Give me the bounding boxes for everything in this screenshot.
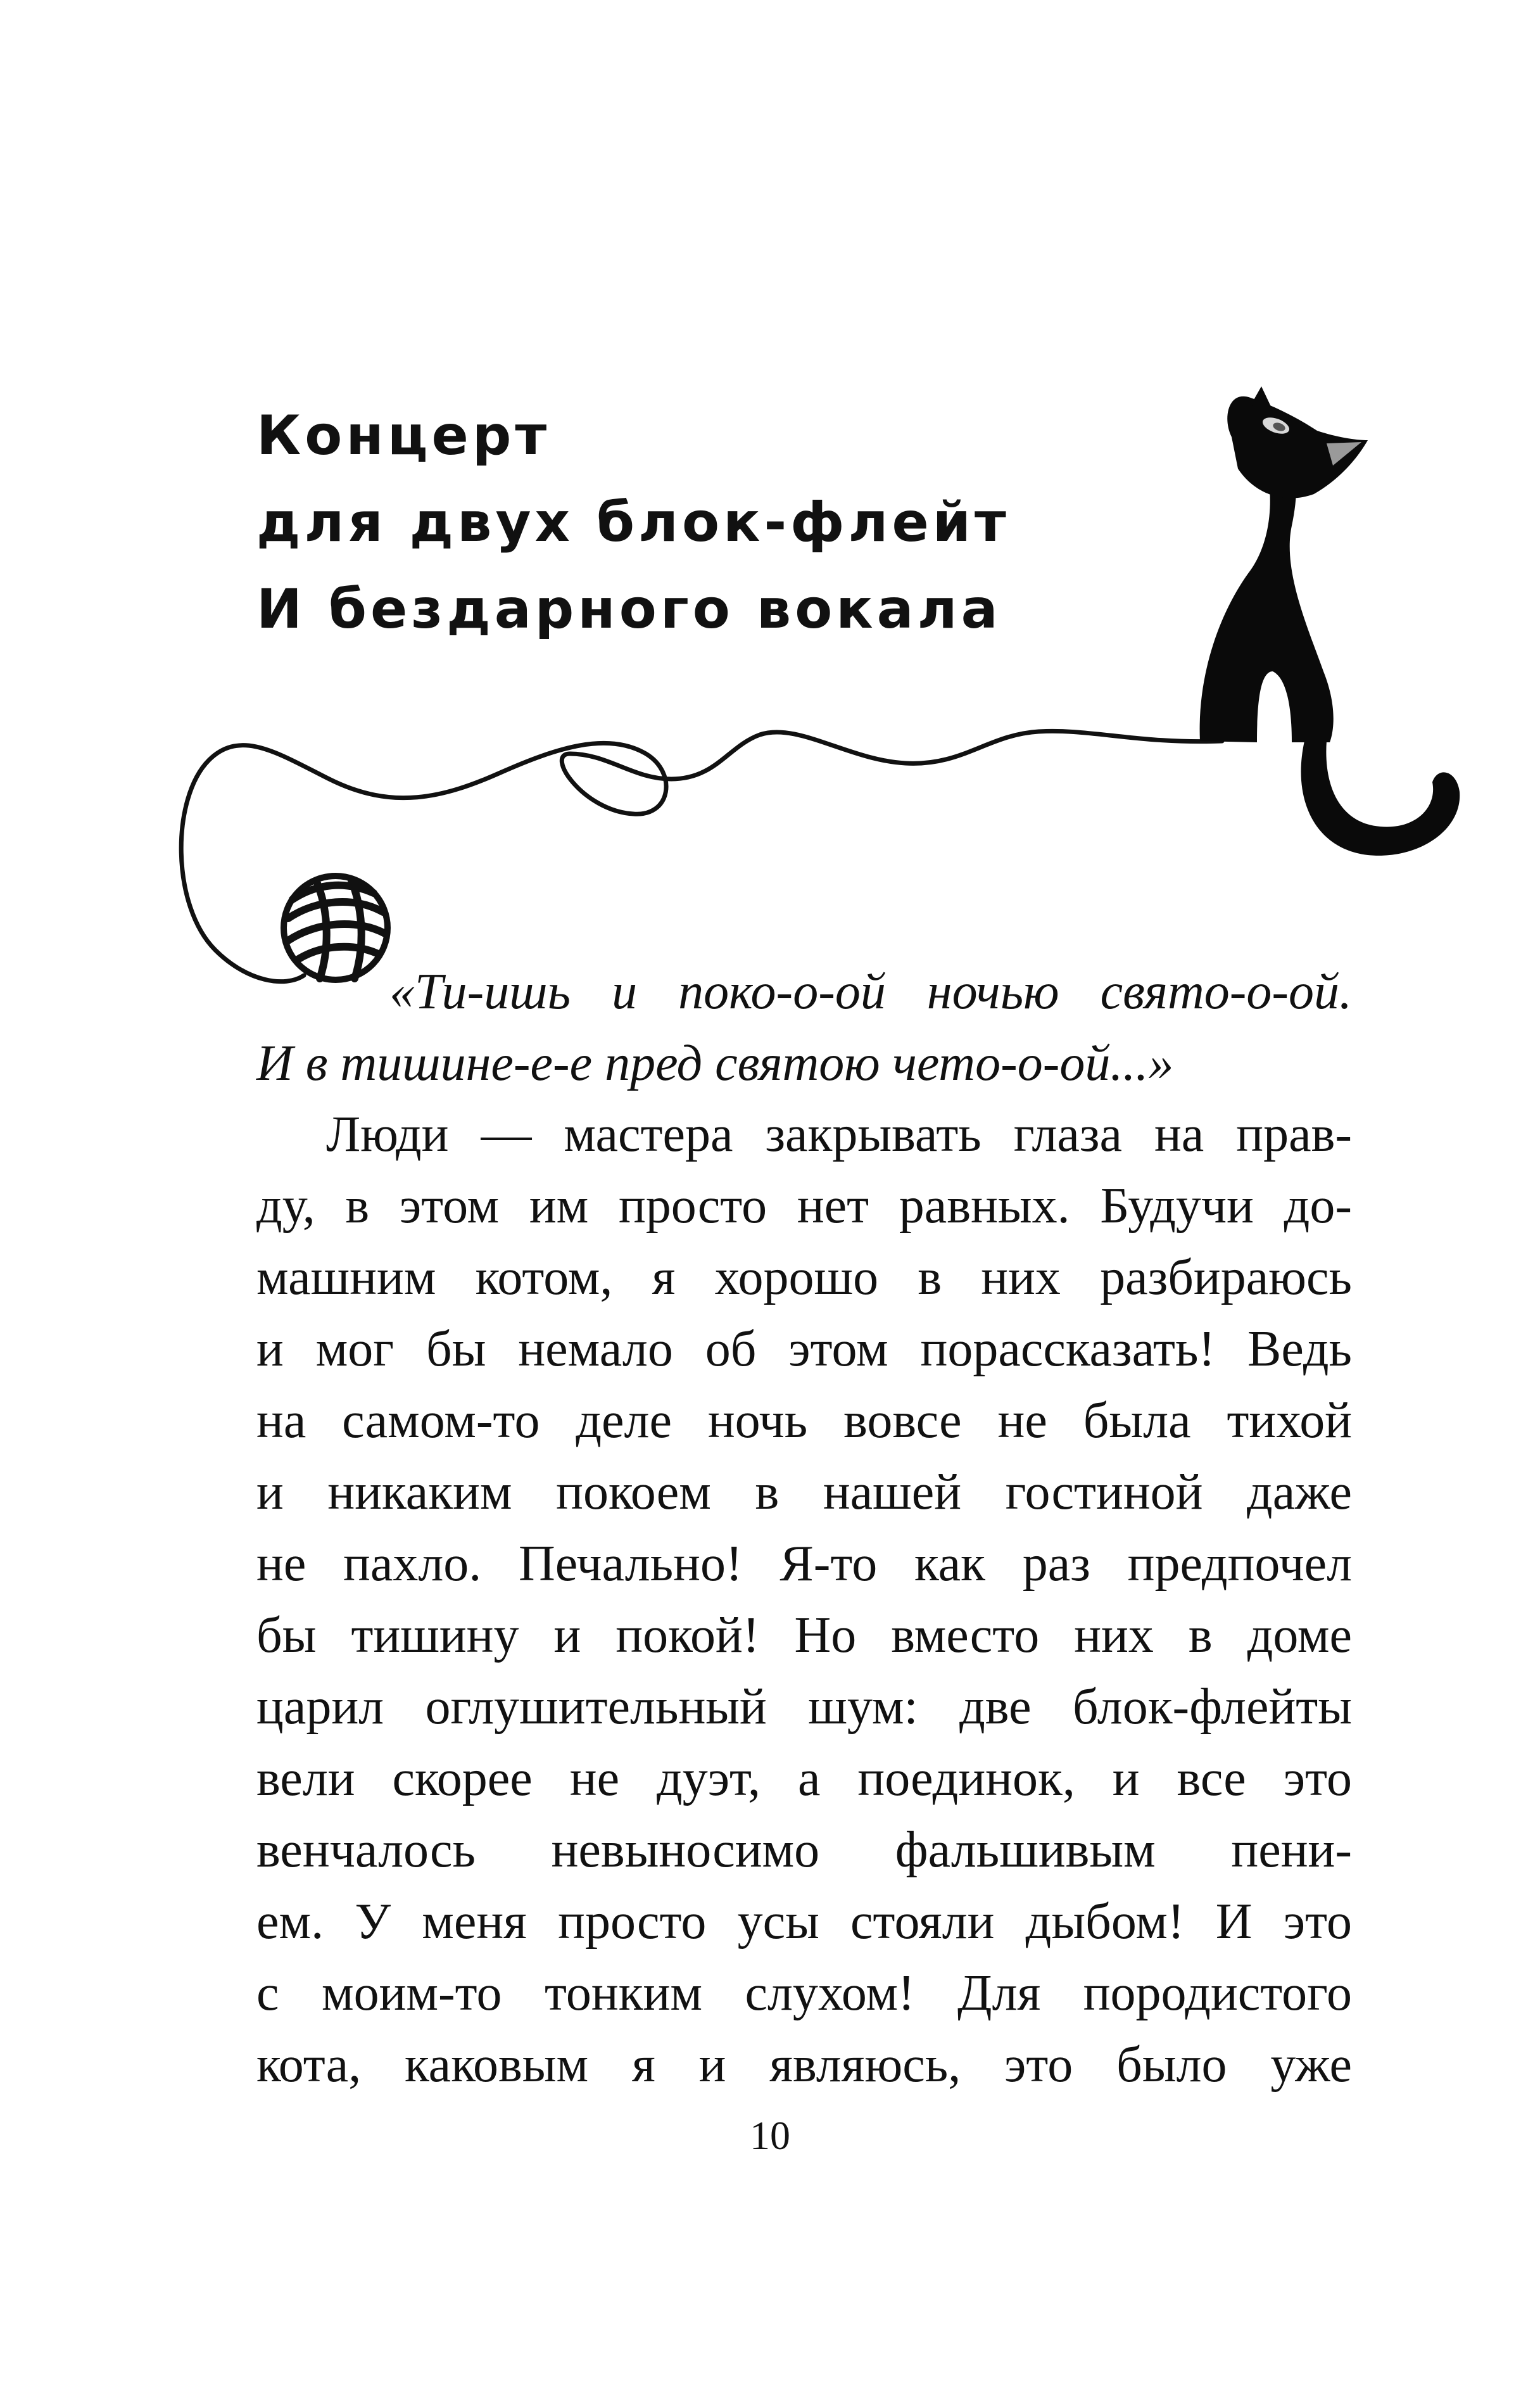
body-line: кота, каковым я и являюсь, это было уже [256,2037,1352,2093]
chapter-title-line: для двух блок-флейт [256,491,1010,554]
body-line: вели скорее не дуэт, а поединок, и все это [256,1751,1352,1806]
epigraph [256,956,1352,1100]
body-line: не пахло. Печально! Я-то как раз предпочел [256,1536,1352,1592]
chapter-title [256,393,1080,653]
body-line: и мог бы немало об этом порассказать! Ведь [256,1321,1352,1377]
body-line: венчалось невыносимо фальшивым пени- [256,1822,1352,1878]
body-line: с моим-то тонким слухом! Для породистого [256,1965,1352,2021]
chapter-title-line: И бездарного вокала [256,578,1002,641]
page-number: 10 [750,2113,790,2158]
body-line: ем. У меня просто усы стояли дыбом! И это [256,1894,1352,1950]
epigraph-line: И в тишине-е-е пред святою чето-о-ой...» [256,1036,1174,1091]
body-text [256,1099,1352,2101]
body-line: царил оглушительный шум: две блок-флейты [256,1679,1352,1735]
black-cat-icon [1200,386,1460,856]
body-line: Люди — мастера закрывать глаза на прав- [326,1107,1352,1162]
chapter-title-line: Концерт [256,404,551,467]
body-line: и никаким покоем в нашей гостиной даже [256,1464,1352,1520]
body-line: на самом-то деле ночь вовсе не была тихой [256,1393,1352,1449]
body-line: бы тишину и покой! Но вместо них в доме [256,1608,1352,1663]
body-line: ду, в этом им просто нет равных. Будучи до- [256,1178,1352,1234]
epigraph-line: «Ти-ишь и поко-о-ой ночью свято-о-ой. [389,964,1352,1020]
body-line: машним котом, я хорошо в них разбираюсь [256,1250,1352,1305]
